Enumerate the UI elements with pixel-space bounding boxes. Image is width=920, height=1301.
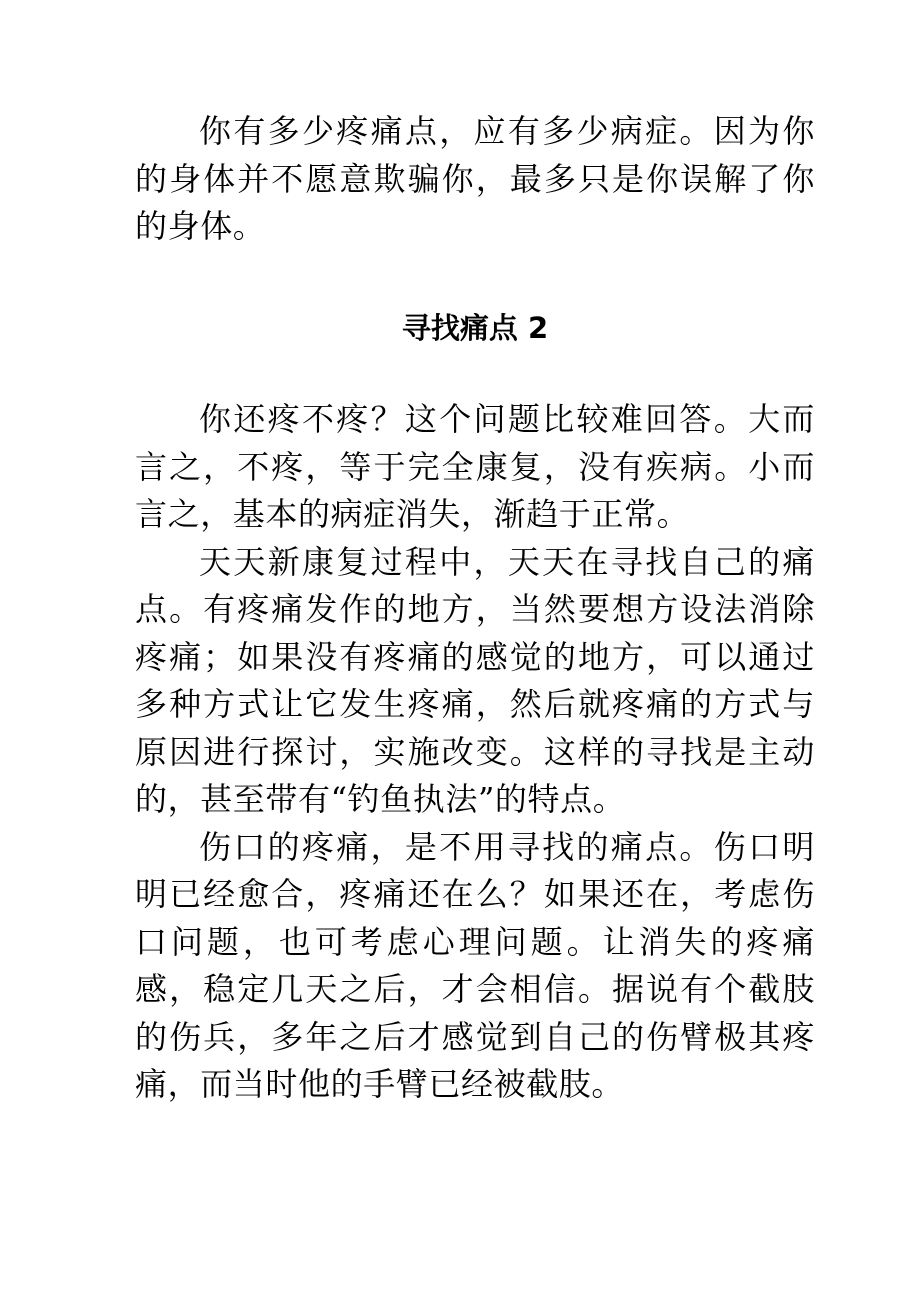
section-heading: 寻找痛点 2 bbox=[401, 311, 549, 345]
intro-paragraph: 你有多少疼痛点，应有多少病症。因为你的身体并不愿意欺骗你，最多只是你误解了你的身体。 bbox=[135, 112, 815, 245]
section-body bbox=[135, 396, 815, 1109]
body-paragraph: 伤口的疼痛，是不用寻找的痛点。伤口明明已经愈合，疼痛还在么？如果还在，考虑伤口问题，也可考虑心理问题。让消失的疼痛感，稳定几天之后，才会相信。据说有个截肢的伤兵，多年之后才感觉到自己的伤臂极其疼痛，而当时他的手臂已经被截肢。 bbox=[135, 827, 815, 1103]
body-paragraph: 你还疼不疼？这个问题比较难回答。大而言之，不疼，等于完全康复，没有疾病。小而言之，基本的病症消失，渐趋于正常。 bbox=[135, 400, 815, 533]
body-paragraph: 天天新康复过程中，天天在寻找自己的痛点。有疼痛发作的地方，当然要想方设法消除疼痛；如果没有疼痛的感觉的地方，可以通过多种方式让它发生疼痛，然后就疼痛的方式与原因进行探讨，实施改变。这样的寻找是主动的，甚至带有“钓鱼执法”的特点。 bbox=[135, 542, 815, 818]
